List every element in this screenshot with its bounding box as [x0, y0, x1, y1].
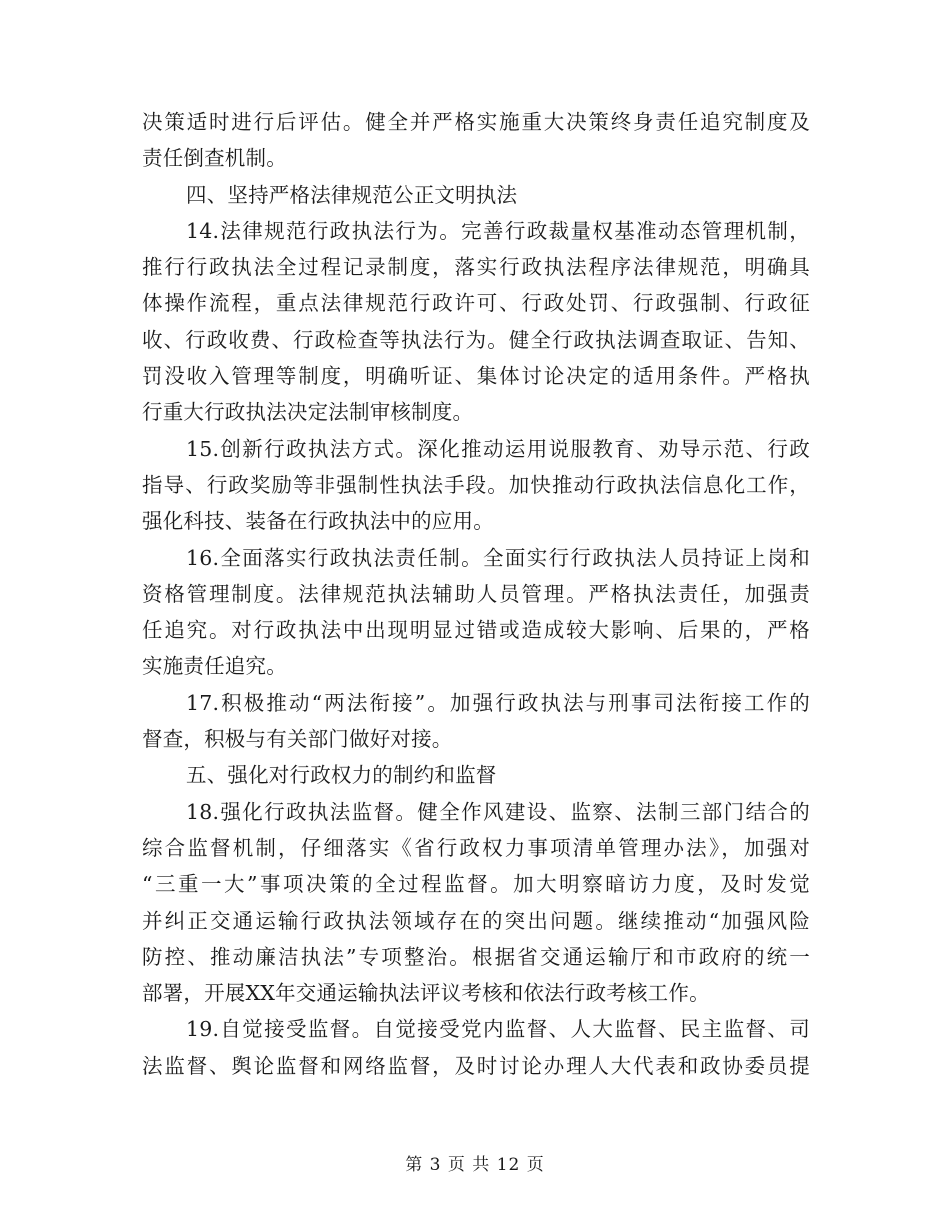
text-line: 防控、推动廉洁执法”专项整治。根据省交通运输厅和市政府的统一	[142, 944, 810, 969]
text-line: 17.积极推动“两法衔接”。加强行政执法与刑事司法衔接工作的	[186, 690, 810, 715]
document-body	[142, 104, 810, 1084]
text-line: 部署，开展XX年交通运输执法评议考核和依法行政考核工作。	[142, 981, 710, 1006]
text-line: 16.全面落实行政执法责任制。全面实行行政执法人员持证上岗和	[186, 545, 810, 570]
text-line: 实施责任追究。	[142, 654, 287, 679]
text-line: 19.自觉接受监督。自觉接受党内监督、人大监督、民主监督、司	[186, 1017, 810, 1042]
text-line: 综合监督机制，仔细落实《省行政权力事项清单管理办法》，加强对	[142, 835, 810, 860]
text-line: 收、行政收费、行政检查等执法行为。健全行政执法调查取证、告知、	[142, 327, 810, 352]
page-footer	[0, 1150, 950, 1175]
text-line: 督查，积极与有关部门做好对接。	[142, 727, 453, 752]
text-line: 18.强化行政执法监督。健全作风建设、监察、法制三部门结合的	[186, 799, 810, 824]
text-line: 强化科技、装备在行政执法中的应用。	[142, 509, 494, 534]
text-line: 责任倒查机制。	[142, 146, 287, 171]
text-line: 决策适时进行后评估。健全并严格实施重大决策终身责任追究制度及	[142, 110, 810, 134]
text-line: 法监督、舆论监督和网络监督，及时讨论办理人大代表和政协委员提	[142, 1053, 810, 1078]
text-line: 体操作流程，重点法律规范行政许可、行政处罚、行政强制、行政征	[142, 291, 810, 316]
text-line: 行重大行政执法决定法制审核制度。	[142, 400, 474, 425]
text-line: 任追究。对行政执法中出现明显过错或造成较大影响、后果的，严格	[142, 618, 810, 643]
text-line: 并纠正交通运输行政执法领域存在的突出问题。继续推动“加强风险	[142, 908, 810, 933]
text-line: 四、坚持严格法律规范公正文明执法	[186, 182, 518, 207]
text-line: 指导、行政奖励等非强制性执法手段。加快推动行政执法信息化工作，	[142, 472, 810, 497]
text-line: 资格管理制度。法律规范执法辅助人员管理。严格执法责任，加强责	[142, 581, 810, 606]
text-line: 罚没收入管理等制度，明确听证、集体讨论决定的适用条件。严格执	[142, 364, 810, 389]
text-line: 14.法律规范行政执法行为。完善行政裁量权基准动态管理机制，	[186, 218, 810, 243]
text-line: “三重一大”事项决策的全过程监督。加大明察暗访力度，及时发觉	[142, 872, 810, 897]
page-number-text: 第 3 页 共 12 页	[405, 1155, 545, 1175]
text-line: 五、强化对行政权力的制约和监督	[186, 763, 497, 788]
text-line: 15.创新行政执法方式。深化推动运用说服教育、劝导示范、行政	[186, 436, 810, 461]
text-line: 推行行政执法全过程记录制度，落实行政执法程序法律规范，明确具	[142, 255, 810, 280]
